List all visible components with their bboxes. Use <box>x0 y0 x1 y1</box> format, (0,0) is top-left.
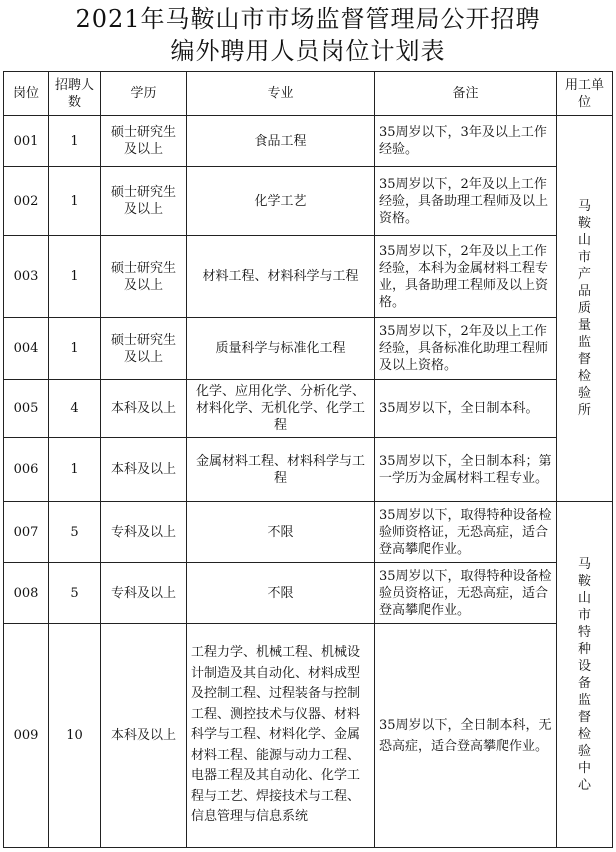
cell-education: 专科及以上 <box>101 563 187 624</box>
cell-post: 007 <box>4 502 49 563</box>
cell-remarks: 35周岁以下，取得特种设备检验师资格证，无恐高症，适合登高攀爬作业。 <box>375 502 557 563</box>
table-row <box>4 563 613 624</box>
recruitment-plan-table <box>3 71 613 848</box>
cell-count: 1 <box>49 116 101 167</box>
cell-count: 5 <box>49 502 101 563</box>
cell-major: 食品工程 <box>187 116 375 167</box>
cell-major: 不限 <box>187 563 375 624</box>
cell-remarks: 35周岁以下，全日制本科；第一学历为金属材料工程专业。 <box>375 438 557 502</box>
cell-education: 硕士研究生及以上 <box>101 116 187 167</box>
table-row <box>4 438 613 502</box>
cell-education: 本科及以上 <box>101 380 187 438</box>
table-row <box>4 318 613 380</box>
header-major: 专业 <box>187 72 375 116</box>
table-row <box>4 167 613 236</box>
cell-remarks: 35周岁以下，2年及以上工作经验，具备标准化助理工程师及以上资格。 <box>375 318 557 380</box>
cell-count: 1 <box>49 236 101 318</box>
table-row <box>4 116 613 167</box>
header-count: 招聘人数 <box>49 72 101 116</box>
cell-remarks: 35周岁以下，2年及以上工作经验，具备助理工程师及以上资格。 <box>375 167 557 236</box>
cell-remarks: 35周岁以下，3年及以上工作经验。 <box>375 116 557 167</box>
cell-major: 化学工艺 <box>187 167 375 236</box>
cell-post: 004 <box>4 318 49 380</box>
cell-count: 1 <box>49 167 101 236</box>
cell-education: 本科及以上 <box>101 438 187 502</box>
header-remarks: 备注 <box>375 72 557 116</box>
cell-major: 金属材料工程、材料科学与工程 <box>187 438 375 502</box>
table-row <box>4 624 613 848</box>
cell-major: 工程力学、机械工程、机械设计制造及其自动化、材料成型及控制工程、过程装备与控制工程、测控技术与仪器、材料科学与工程、材料化学、金属材料工程、能源与动力工程、电器工程及其自动化、化学工程与工艺、焊接技术与工程、信息管理与信息系统 <box>187 624 375 848</box>
cell-major: 质量科学与标准化工程 <box>187 318 375 380</box>
header-post: 岗位 <box>4 72 49 116</box>
cell-post: 008 <box>4 563 49 624</box>
cell-remarks: 35周岁以下，全日制本科，无恐高症，适合登高攀爬作业。 <box>375 624 557 848</box>
document-title-line-2: 编外聘用人员岗位计划表 <box>170 37 446 65</box>
cell-post: 009 <box>4 624 49 848</box>
cell-education: 专科及以上 <box>101 502 187 563</box>
header-education: 学历 <box>101 72 187 116</box>
table-row <box>4 236 613 318</box>
cell-count: 1 <box>49 318 101 380</box>
table-row <box>4 502 613 563</box>
document-title-line-1: 2021年马鞍山市市场监督管理局公开招聘 <box>75 5 541 33</box>
cell-unit-2: 马鞍山市特种设备监督检验中心 <box>557 502 613 848</box>
cell-remarks: 35周岁以下，全日制本科。 <box>375 380 557 438</box>
cell-education: 硕士研究生及以上 <box>101 167 187 236</box>
cell-remarks: 35周岁以下，2年及以上工作经验，本科为金属材料工程专业，具备助理工程师及以上资格。 <box>375 236 557 318</box>
cell-remarks: 35周岁以下，取得特种设备检验员资格证，无恐高症，适合登高攀爬作业。 <box>375 563 557 624</box>
cell-major: 材料工程、材料科学与工程 <box>187 236 375 318</box>
cell-count: 5 <box>49 563 101 624</box>
cell-post: 001 <box>4 116 49 167</box>
cell-education: 本科及以上 <box>101 624 187 848</box>
table-header-row <box>4 72 613 116</box>
cell-post: 006 <box>4 438 49 502</box>
header-unit: 用工单位 <box>557 72 613 116</box>
cell-post: 002 <box>4 167 49 236</box>
cell-education: 硕士研究生及以上 <box>101 236 187 318</box>
cell-count: 4 <box>49 380 101 438</box>
cell-count: 10 <box>49 624 101 848</box>
cell-education: 硕士研究生及以上 <box>101 318 187 380</box>
cell-unit-1: 马鞍山市产品质量监督检验所 <box>557 116 613 502</box>
cell-count: 1 <box>49 438 101 502</box>
table-row <box>4 380 613 438</box>
cell-major: 化学、应用化学、分析化学、材料化学、无机化学、化学工程 <box>187 380 375 438</box>
cell-post: 005 <box>4 380 49 438</box>
cell-major: 不限 <box>187 502 375 563</box>
cell-post: 003 <box>4 236 49 318</box>
